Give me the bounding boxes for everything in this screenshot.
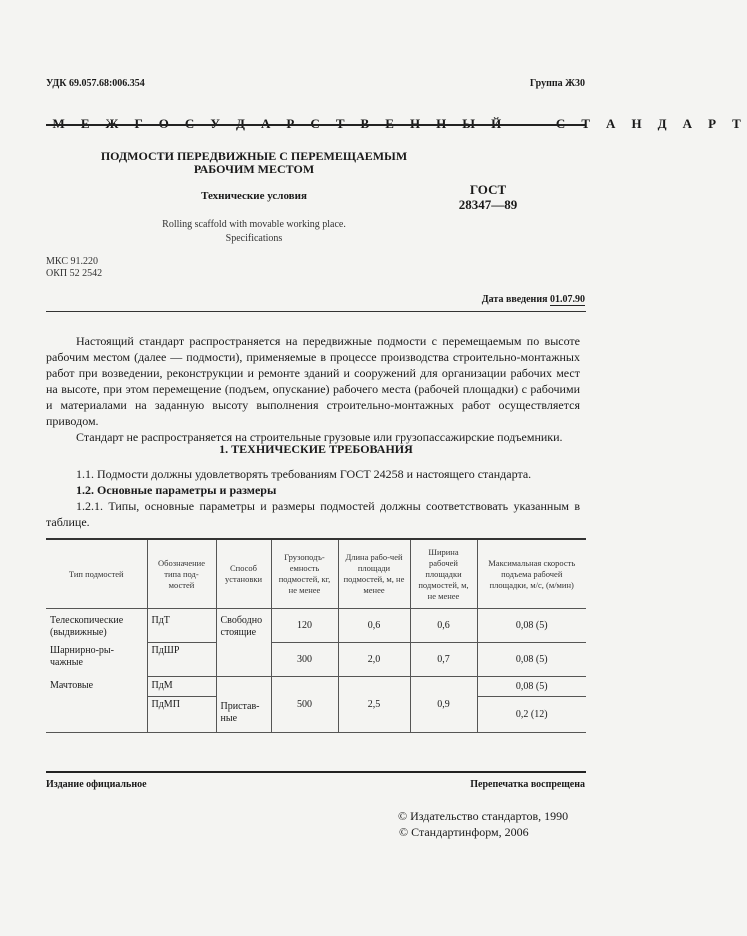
effective-date-value: 01.07.90 bbox=[550, 294, 585, 305]
gost-word: ГОСТ bbox=[469, 182, 507, 197]
table-row bbox=[46, 609, 586, 643]
row1-designation: ПдТ bbox=[147, 609, 216, 643]
clause-1-2-1: 1.2.1. Типы, основные параметры и размеры подмостей должны соответствовать указанным в таблице. bbox=[46, 499, 580, 529]
row1-width: 0,6 bbox=[410, 609, 477, 643]
title-line-2: РАБОЧИМ МЕСТОМ bbox=[193, 162, 315, 176]
row3-designation: ПдМ bbox=[147, 677, 216, 697]
table-row bbox=[46, 677, 586, 697]
row3-type: Мачтовые bbox=[46, 677, 147, 733]
row1-length: 0,6 bbox=[338, 609, 410, 643]
effective-date-label: Дата введения bbox=[481, 294, 548, 305]
section-title: 1. ТЕХНИЧЕСКИЕ ТРЕБОВАНИЯ bbox=[219, 442, 413, 456]
clause-1-1: 1.1. Подмости должны удовлетворять требованиям ГОСТ 24258 и настоящего стандарта. bbox=[76, 467, 532, 481]
document-title bbox=[46, 150, 462, 176]
effective-date bbox=[482, 294, 585, 305]
banner-text: М Е Ж Г О С У Д А Р С Т В Е Н Н Ы Й С Т А Н Д А Р Т bbox=[52, 116, 747, 131]
row2-speed: 0,08 (5) bbox=[477, 643, 586, 677]
row2-length: 2,0 bbox=[338, 643, 410, 677]
copyright-2006: © Стандартинформ, 2006 bbox=[399, 825, 529, 839]
okp-code: ОКП 52 2542 bbox=[46, 268, 103, 279]
date-rule bbox=[46, 311, 586, 312]
english-title bbox=[46, 218, 462, 246]
row4-speed: 0,2 (12) bbox=[477, 697, 586, 733]
row1-method: Свободно стоящие bbox=[216, 609, 271, 677]
row34-width: 0,9 bbox=[410, 677, 477, 733]
header-length: Длина рабо-чей площади подмостей, м, не менее bbox=[338, 539, 410, 609]
footer-rule bbox=[46, 771, 586, 773]
intro-paragraph-block bbox=[46, 333, 580, 445]
english-title-line-2: Specifications bbox=[225, 233, 283, 244]
row4-designation: ПдМП bbox=[147, 697, 216, 733]
row34-capacity: 500 bbox=[271, 677, 338, 733]
row2-designation: ПдШР bbox=[147, 643, 216, 677]
udk-code: УДК 69.057.68:006.354 bbox=[46, 78, 145, 89]
english-title-line-1: Rolling scaffold with movable working place. bbox=[162, 219, 346, 230]
section-1-paragraphs bbox=[46, 466, 580, 530]
interstate-standard-banner bbox=[46, 100, 747, 132]
table-header-row bbox=[46, 539, 586, 609]
clause-1-2: 1.2. Основные параметры и размеры bbox=[76, 483, 277, 497]
gost-number: 28347—89 bbox=[458, 197, 518, 212]
header-method: Способ установки bbox=[216, 539, 271, 609]
copyright-block bbox=[398, 808, 568, 840]
copyright-1990: © Издательство стандартов, 1990 bbox=[398, 809, 569, 823]
header-rule bbox=[46, 124, 586, 126]
row1-type: Телескопические (выдвижные) bbox=[46, 609, 147, 643]
parameters-table bbox=[46, 538, 586, 733]
row2-type: Шарнирно-ры-чажные bbox=[46, 643, 147, 677]
table-row bbox=[46, 643, 586, 677]
group-code: Группа Ж30 bbox=[529, 78, 585, 89]
row2-width: 0,7 bbox=[410, 643, 477, 677]
row1-speed: 0,08 (5) bbox=[477, 609, 586, 643]
gost-label bbox=[455, 182, 521, 212]
exclusion-paragraph: Стандарт не распространяется на строительные грузовые или грузопассажирские подъемники. bbox=[76, 430, 563, 444]
header-designation: Обозначение типа под-мостей bbox=[147, 539, 216, 609]
mks-code: МКС 91.220 bbox=[46, 256, 98, 267]
row1-capacity: 120 bbox=[271, 609, 338, 643]
reprint-prohibited: Перепечатка воспрещена bbox=[470, 779, 585, 790]
header-speed: Максимальная скорость подъема рабочей площадки, м/с, (м/мин) bbox=[477, 539, 586, 609]
title-line-1: ПОДМОСТИ ПЕРЕДВИЖНЫЕ С ПЕРЕМЕЩАЕМЫМ bbox=[100, 149, 408, 163]
row34-length: 2,5 bbox=[338, 677, 410, 733]
row4-method: Пристав-ные bbox=[216, 677, 271, 733]
header-width: Ширина рабочей площадки подмостей, м, не менее bbox=[410, 539, 477, 609]
row3-speed: 0,08 (5) bbox=[477, 677, 586, 697]
official-edition: Издание официальное bbox=[46, 779, 147, 790]
header-type: Тип подмостей bbox=[46, 539, 147, 609]
document-subtitle: Технические условия bbox=[201, 190, 307, 202]
intro-paragraph: Настоящий стандарт распространяется на передвижные подмости с перемещаемым по высоте рабочим местом (далее — подмости), применяемые в процессе производства строительно-монтажных работ при возведении, реконструкции и ремонте зданий и сооружений для организации рабочих мест на высоте, при этом перемещение (подъем, опускание) рабочего места (рабочей площадки) с рабочими и материалами на заданную высоту выполнения строительно-монтажных работ осуществляется приводом. bbox=[46, 334, 580, 428]
classification-codes bbox=[46, 256, 102, 280]
row2-capacity: 300 bbox=[271, 643, 338, 677]
header-capacity: Грузоподъ-емность подмостей, кг, не менее bbox=[271, 539, 338, 609]
